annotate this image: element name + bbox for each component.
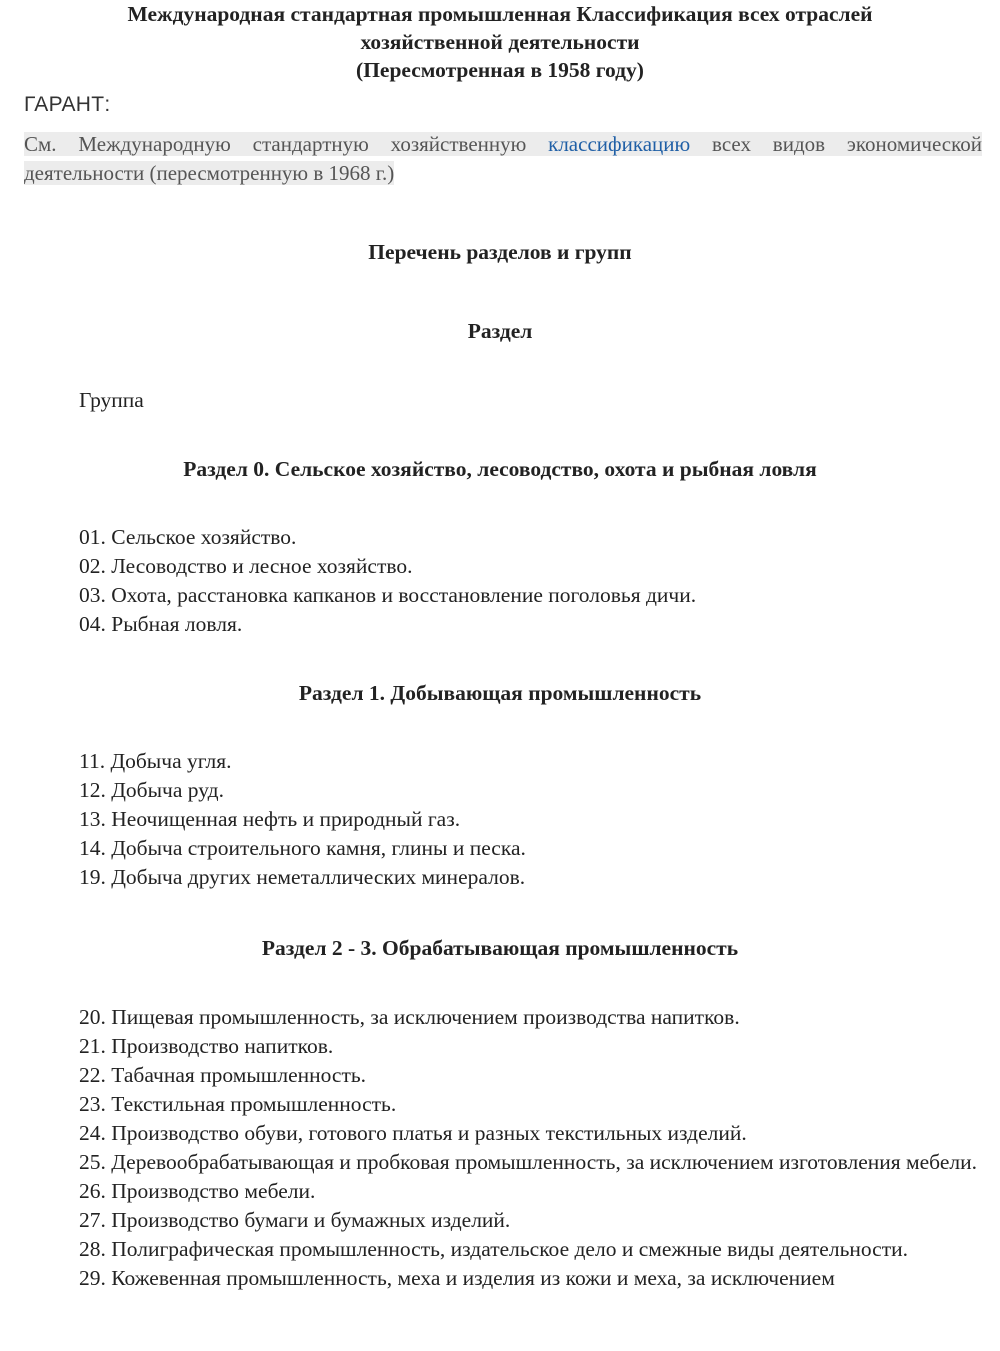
group-item: 03. Охота, расстановка капканов и восстановление поголовья дичи. [79,583,697,607]
title-line-1: Международная стандартная промышленная Классификация всех отраслей [127,2,873,26]
document-title [0,0,1000,84]
garant-label: ГАРАНТ: [24,93,111,116]
section-2-3-groups [8,1003,982,1293]
garant-note-text-before: См. Международную стандартную хозяйственную [24,132,549,156]
group-item: 19. Добыча других неметаллических минералов. [79,865,526,889]
group-item: 23. Текстильная промышленность. [79,1092,397,1116]
title-line-2: хозяйственной деятельности [360,30,640,54]
group-item: 11. Добыча угля. [79,749,232,773]
list-heading: Перечень разделов и групп [368,240,632,264]
section-0-groups [79,523,982,639]
garant-note-text-after: всех видов экономической деятельности (пересмотренную в 1968 г.) [24,132,982,185]
group-item: 14. Добыча строительного камня, глины и песка. [79,836,526,860]
section-0-title: Раздел 0. Сельское хозяйство, лесоводство, охота и рыбная ловля [183,457,817,481]
section-1-groups [79,747,982,892]
section-1-title: Раздел 1. Добывающая промышленность [298,681,702,705]
group-item: 26. Производство мебели. [79,1179,316,1203]
group-item: 25. Деревообрабатывающая и пробковая промышленность, за исключением изготовления мебели. [79,1150,977,1174]
header-section: Раздел [467,319,533,343]
group-item: 20. Пищевая промышленность, за исключением производства напитков. [79,1005,740,1029]
group-item: 13. Неочищенная нефть и природный газ. [79,807,461,831]
group-item: 27. Производство бумаги и бумажных изделий. [79,1208,511,1232]
header-group: Группа [79,388,144,412]
group-item: 02. Лесоводство и лесное хозяйство. [79,554,413,578]
group-item: 28. Полиграфическая промышленность, издательское дело и смежные виды деятельности. [79,1237,908,1261]
group-item: 21. Производство напитков. [79,1034,334,1058]
group-item: 01. Сельское хозяйство. [79,525,297,549]
group-item: 04. Рыбная ловля. [79,612,243,636]
garant-note [24,130,982,188]
classification-link[interactable]: классификацию [548,132,691,156]
group-item: 24. Производство обуви, готового платья и разных текстильных изделий. [79,1121,747,1145]
section-2-3-title: Раздел 2 - 3. Обрабатывающая промышленность [261,936,739,960]
group-item: 12. Добыча руд. [79,778,224,802]
title-line-3: (Пересмотренная в 1958 году) [356,58,644,82]
group-item: 29. Кожевенная промышленность, меха и изделия из кожи и меха, за исключением [79,1266,835,1290]
group-item: 22. Табачная промышленность. [79,1063,367,1087]
